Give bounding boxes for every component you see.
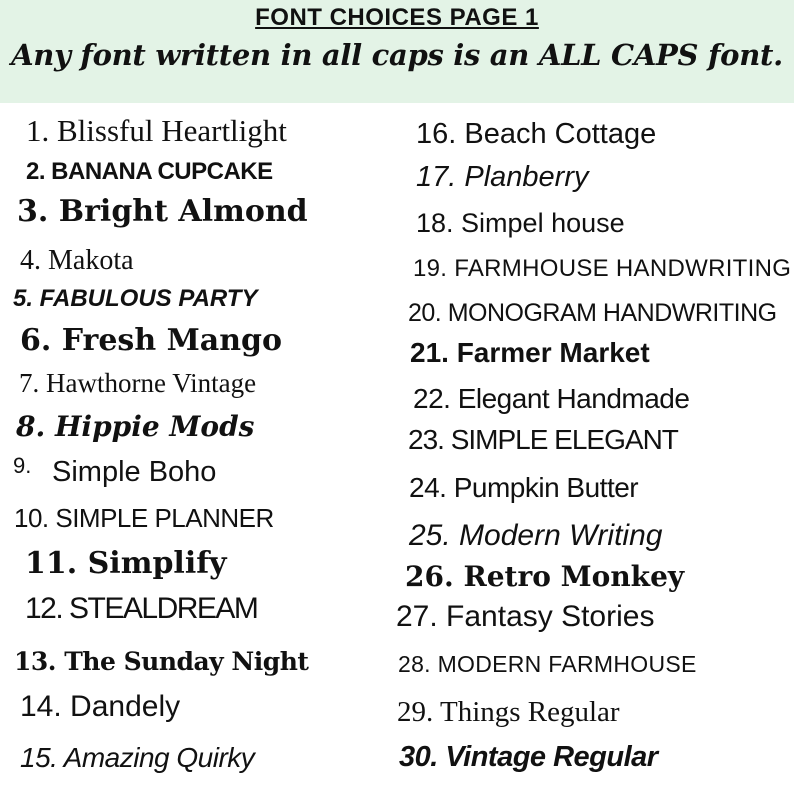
font-item-8: 8. Hippie Mods xyxy=(16,410,255,443)
font-item-5: 5. FABULOUS PARTY xyxy=(13,285,258,312)
font-item-7: 7. Hawthorne Vintage xyxy=(19,368,257,398)
font-item-25: 25. Modern Writing xyxy=(409,519,663,552)
font-item-2: 2. BANANA CUPCAKE xyxy=(26,158,273,185)
font-item-29: 29. Things Regular xyxy=(397,696,620,728)
font-item-23: 23. SIMPLE ELEGANT xyxy=(408,424,678,455)
font-item-14: 14. Dandely xyxy=(20,690,181,723)
font-item-18: 18. Simpel house xyxy=(416,208,625,238)
font-item-1: 1. Blissful Heartlight xyxy=(26,113,287,148)
font-item-11: 11. Simplify xyxy=(25,546,227,581)
font-item-10: 10. SIMPLE PLANNER xyxy=(14,503,274,533)
header-banner xyxy=(0,0,794,103)
font-item-19: 19. FARMHOUSE HANDWRITING xyxy=(413,255,792,282)
font-item-6: 6. Fresh Mango xyxy=(20,323,283,358)
page-subtitle: Any font written in all caps is an ALL CAPS font. xyxy=(11,38,783,72)
font-item-12: 12. STEALDREAM xyxy=(25,592,258,625)
font-item-4: 4. Makota xyxy=(20,245,134,276)
font-item-15: 15. Amazing Quirky xyxy=(20,742,255,773)
font-item-17: 17. Planberry xyxy=(416,161,589,193)
font-item-24: 24. Pumpkin Butter xyxy=(409,472,639,503)
font-item-9-number: 9. xyxy=(13,453,32,478)
font-item-26: 26. Retro Monkey xyxy=(405,560,685,593)
page-title: FONT CHOICES PAGE 1 xyxy=(255,4,539,31)
font-item-13: 13. The Sunday Night xyxy=(14,647,309,676)
font-item-16: 16. Beach Cottage xyxy=(416,118,657,150)
font-item-21: 21. Farmer Market xyxy=(410,337,650,368)
font-item-20: 20. MONOGRAM HANDWRITING xyxy=(408,299,777,327)
font-item-3: 3. Bright Almond xyxy=(17,194,308,229)
font-item-22: 22. Elegant Handmade xyxy=(413,383,690,414)
font-item-27: 27. Fantasy Stories xyxy=(396,600,655,633)
font-item-30: 30. Vintage Regular xyxy=(399,741,658,773)
font-item-28: 28. MODERN FARMHOUSE xyxy=(398,651,697,677)
font-item-9-name: Simple Boho xyxy=(52,456,217,488)
